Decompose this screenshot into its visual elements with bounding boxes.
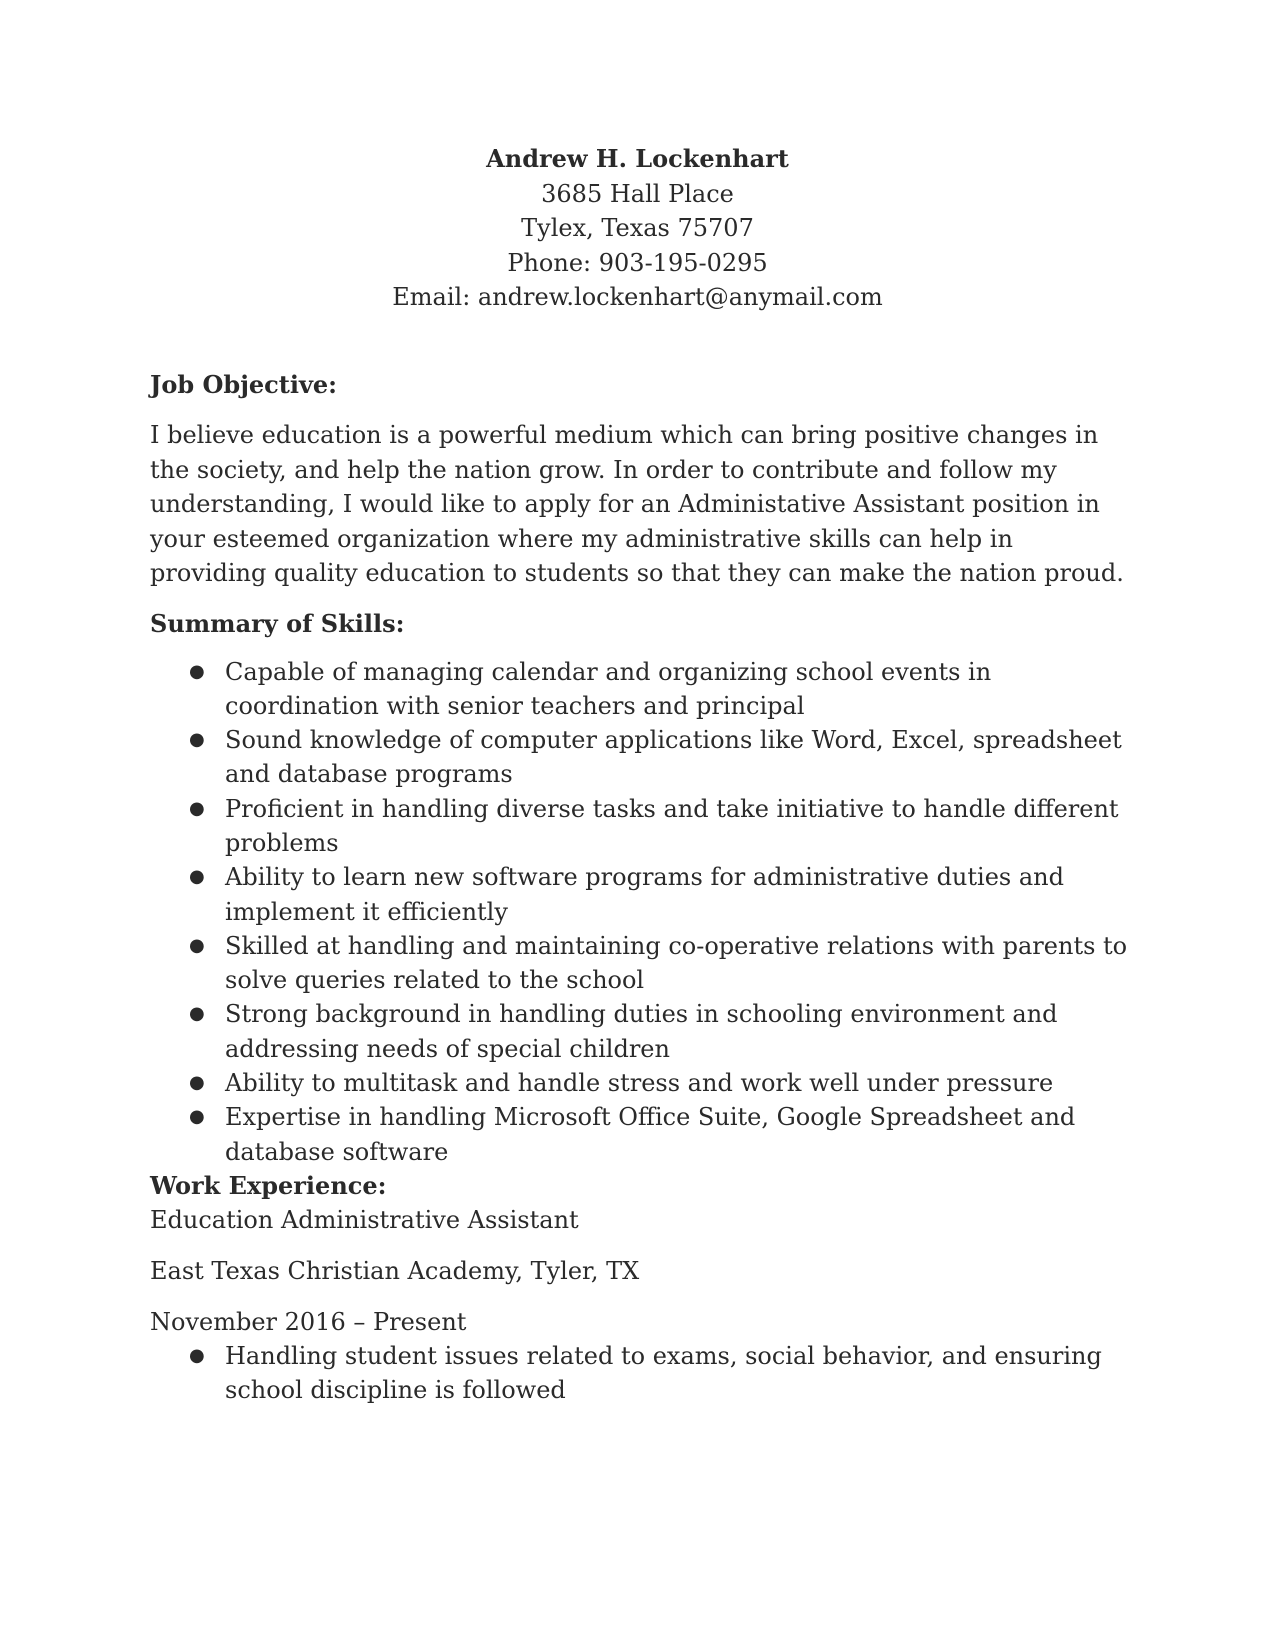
skill-text: Sound knowledge of computer applications like Word, Excel, spreadsheet and database programs <box>225 726 1122 789</box>
objective-section <box>150 368 1135 591</box>
objective-text: I believe education is a powerful medium which can bring positive changes in the society, and help the nation grow. In order to contribute and follow my understanding, I would like to apply for an Administative Assistant position in your esteemed organization where my administrative skills can help in providing quality education to students so that they can make the nation proud. <box>150 421 1124 587</box>
duty-text: Handling student issues related to exams, social behavior, and ensuring school discipline is followed <box>225 1341 1102 1405</box>
skill-text: Expertise in handling Microsoft Office Suite, Google Spreadsheet and database software <box>225 1103 1076 1166</box>
skill-item <box>150 655 1135 724</box>
skill-item <box>150 1066 1135 1100</box>
bullet-icon: ● <box>189 660 205 682</box>
bullet-icon: ● <box>189 1344 205 1366</box>
skills-list <box>150 655 1135 1169</box>
job-title: Education Administrative Assistant <box>150 1205 579 1234</box>
skill-item <box>150 723 1135 792</box>
employer: East Texas Christian Academy, Tyler, TX <box>150 1256 640 1285</box>
phone-number: Phone: 903-195-0295 <box>507 248 768 277</box>
skill-text: Ability to multitask and handle stress and work well under pressure <box>225 1069 1054 1098</box>
address-line-1: 3685 Hall Place <box>541 179 734 208</box>
skill-text: Capable of managing calendar and organizing school events in coordination with senior teachers and principal <box>225 657 992 720</box>
bullet-icon: ● <box>189 1003 205 1025</box>
skill-item <box>150 860 1135 929</box>
skills-section <box>150 607 1135 1169</box>
skill-item <box>150 929 1135 998</box>
work-experience-section <box>150 1169 1135 1408</box>
bullet-icon: ● <box>189 866 205 888</box>
objective-heading: Job Objective: <box>150 370 338 399</box>
skills-heading: Summary of Skills: <box>150 608 405 638</box>
skill-item <box>150 792 1135 861</box>
skill-text: Skilled at handling and maintaining co-operative relations with parents to solve queries related to the school <box>225 931 1128 995</box>
bullet-icon: ● <box>189 934 205 956</box>
work-experience-heading: Work Experience: <box>150 1170 387 1200</box>
duty-item <box>150 1339 1135 1408</box>
bullet-icon: ● <box>189 797 205 819</box>
skill-text: Strong background in handling duties in schooling environment and addressing needs of special children <box>225 1000 1058 1063</box>
skill-text: Proficient in handling diverse tasks and take initiative to handle different problems <box>225 794 1119 857</box>
applicant-name: Andrew H. Lockenhart <box>486 144 789 173</box>
work-duties-list <box>150 1339 1135 1408</box>
skill-item <box>150 1100 1135 1169</box>
resume-body <box>150 368 1135 1408</box>
bullet-icon: ● <box>189 1072 205 1094</box>
address-line-2: Tylex, Texas 75707 <box>521 214 754 242</box>
skill-text: Ability to learn new software programs for administrative duties and implement it efficiently <box>225 863 1064 926</box>
bullet-icon: ● <box>189 729 205 751</box>
email-address: Email: andrew.lockenhart@anymail.com <box>392 283 883 311</box>
bullet-icon: ● <box>189 1106 205 1128</box>
skill-item <box>150 997 1135 1066</box>
employment-dates: November 2016 – Present <box>150 1307 467 1336</box>
contact-header <box>0 142 1275 315</box>
